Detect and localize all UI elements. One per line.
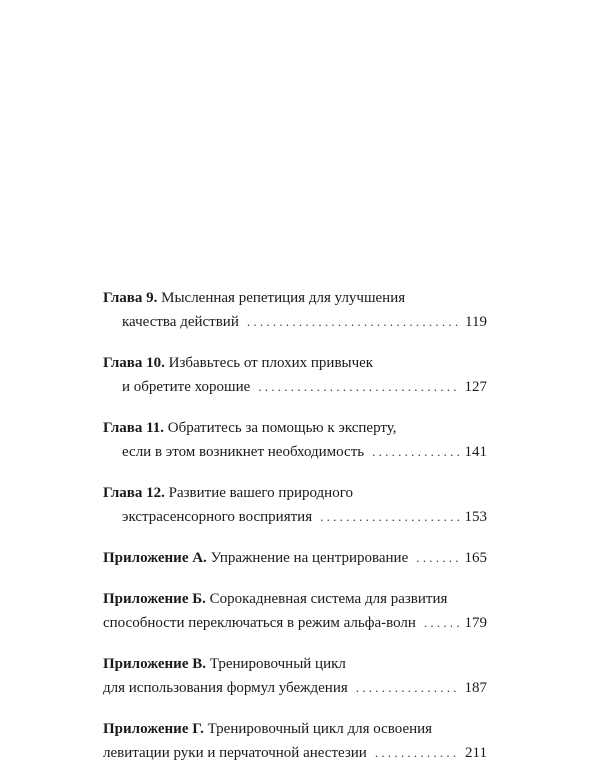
toc-entry-label: Глава 12. — [103, 485, 165, 501]
toc-entry-title-continued: левитации руки и перчаточной анестезии — [103, 745, 367, 761]
toc-entry-page-number: 119 — [465, 314, 487, 330]
toc-entry-title-continued: для использования формул убеждения — [103, 680, 348, 696]
toc-entry-first-line — [103, 587, 487, 611]
table-of-contents — [103, 286, 487, 782]
toc-entry-first-line — [103, 286, 487, 310]
toc-entry-title-continued: способности переключаться в режим альфа-волн — [103, 615, 416, 631]
toc-entry-title: Обратитесь за помощью к эксперту, — [167, 420, 397, 436]
dot-leader — [247, 310, 460, 334]
dot-leader — [375, 741, 460, 765]
toc-entry-title: Избавьтесь от плохих привычек — [168, 355, 374, 371]
toc-entry-title: Мысленная репетиция для улучшения — [161, 290, 406, 306]
dot-leader — [416, 546, 459, 570]
toc-entry-first-line — [103, 481, 487, 505]
toc-entry[interactable] — [103, 587, 487, 635]
toc-entry-first-line — [103, 717, 487, 741]
toc-entry[interactable] — [103, 546, 487, 570]
toc-entry[interactable] — [103, 481, 487, 529]
toc-entry-last-line — [103, 375, 487, 399]
toc-entry-last-line — [103, 505, 487, 529]
toc-entry-title-continued: и обретите хорошие — [122, 379, 251, 395]
toc-entry-title: Тренировочный цикл для освоения — [207, 721, 433, 737]
toc-entry-page-number: 153 — [464, 509, 487, 525]
toc-entry-page-number: 165 — [464, 550, 487, 566]
toc-entry-last-line — [103, 676, 487, 700]
dot-leader — [258, 375, 459, 399]
toc-entry-label: Приложение Г. — [103, 721, 204, 737]
toc-entry[interactable] — [103, 351, 487, 399]
toc-entry-label: Приложение Б. — [103, 591, 206, 607]
toc-entry-last-line — [103, 741, 487, 765]
toc-entry-label: Приложение А. — [103, 550, 207, 566]
dot-leader — [320, 505, 459, 529]
dot-leader — [372, 440, 459, 464]
dot-leader — [424, 611, 460, 635]
toc-entry-first-line — [103, 416, 487, 440]
toc-entry[interactable] — [103, 416, 487, 464]
toc-entry-title-continued: экстрасенсорного восприятия — [122, 509, 313, 525]
toc-entry-page-number: 211 — [465, 745, 487, 761]
toc-entry[interactable] — [103, 286, 487, 334]
toc-entry-page-number: 141 — [464, 444, 487, 460]
toc-entry-first-line — [103, 351, 487, 375]
toc-entry[interactable] — [103, 652, 487, 700]
toc-entry-first-line — [103, 652, 487, 676]
toc-entry[interactable] — [103, 717, 487, 765]
toc-entry-label: Глава 10. — [103, 355, 165, 371]
toc-entry-last-line — [103, 310, 487, 334]
toc-entry-label: Глава 11. — [103, 420, 165, 436]
dot-leader — [356, 676, 460, 700]
toc-entry-title: Развитие вашего природного — [168, 485, 353, 501]
toc-entry-last-line — [103, 611, 487, 635]
toc-entry-last-line — [103, 546, 487, 570]
toc-entry-title-continued: качества действий — [122, 314, 239, 330]
toc-entry-page-number: 179 — [464, 615, 487, 631]
toc-entry-label: Глава 9. — [103, 290, 158, 306]
toc-entry-label: Приложение В. — [103, 656, 206, 672]
toc-entry-page-number: 127 — [464, 379, 487, 395]
toc-entry-title: Упражнение на центрирование — [210, 550, 409, 566]
toc-entry-last-line — [103, 440, 487, 464]
toc-entry-title: Сорокадневная система для развития — [209, 591, 448, 607]
toc-entry-title: Тренировочный цикл — [209, 656, 346, 672]
toc-entry-title-continued: если в этом возникнет необходимость — [122, 444, 365, 460]
toc-entry-page-number: 187 — [464, 680, 487, 696]
